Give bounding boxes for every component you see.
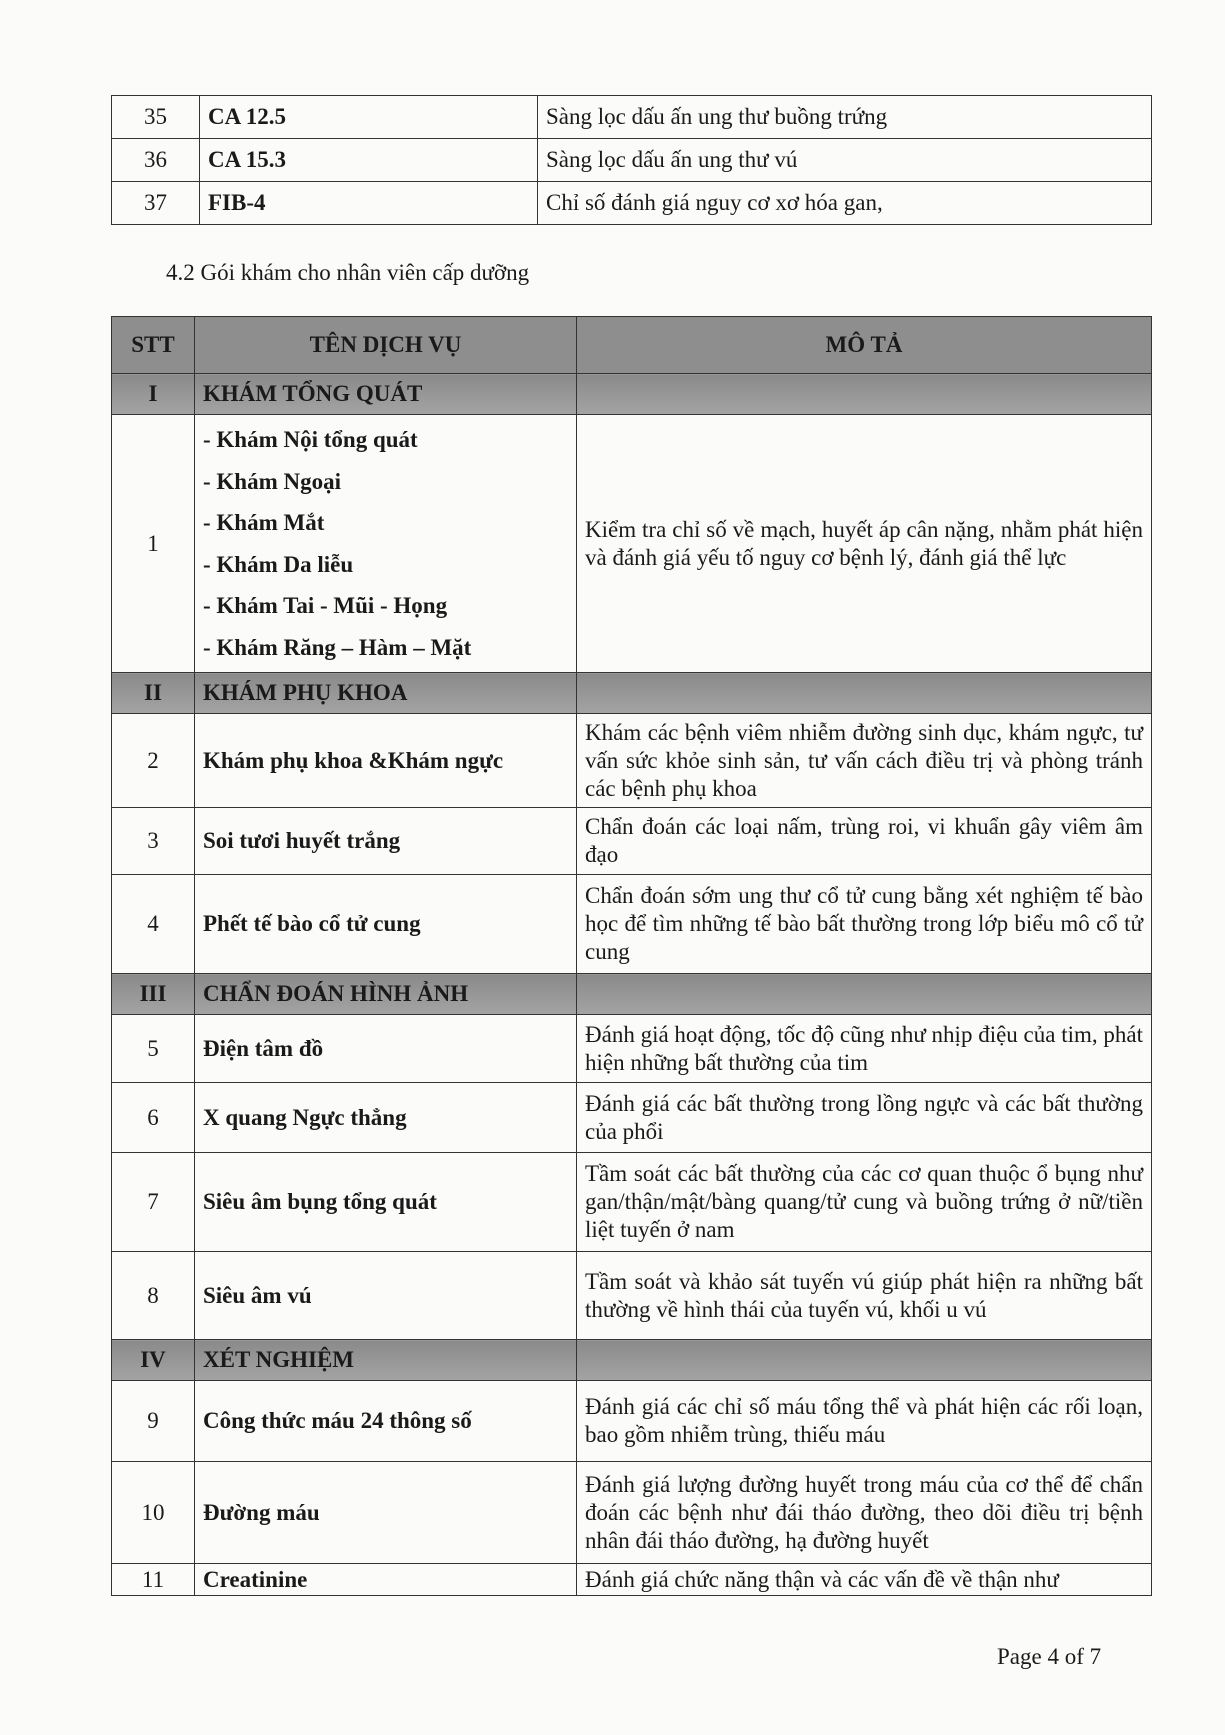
table-row bbox=[112, 875, 1152, 974]
row-number: 4 bbox=[112, 875, 195, 974]
table-row bbox=[112, 1153, 1152, 1252]
table-row bbox=[112, 714, 1152, 808]
section-blank bbox=[577, 673, 1152, 714]
service-description: Tầm soát và khảo sát tuyến vú giúp phát hiện ra những bất thường về hình thái của tuyến vú, khối u vú bbox=[577, 1252, 1152, 1340]
exam-list bbox=[203, 415, 568, 672]
service-description: Đánh giá chức năng thận và các vấn đề về thận như bbox=[577, 1564, 1152, 1596]
service-description: Tầm soát các bất thường của các cơ quan thuộc ổ bụng như gan/thận/mật/bàng quang/tử cung và buồng trứng ở nữ/tiền liệt tuyến ở nam bbox=[577, 1153, 1152, 1252]
service-description: Đánh giá các chỉ số máu tổng thể và phát hiện các rối loạn, bao gồm nhiễm trùng, thiếu máu bbox=[577, 1381, 1152, 1462]
section-row-lab-tests bbox=[112, 1340, 1152, 1381]
header-description: MÔ TẢ bbox=[577, 317, 1152, 374]
row-number: 2 bbox=[112, 714, 195, 808]
list-item: - Khám Tai - Mũi - Họng bbox=[203, 593, 448, 618]
list-item: - Khám Ngoại bbox=[203, 468, 341, 494]
header-stt: STT bbox=[112, 317, 195, 374]
table-row bbox=[112, 1015, 1152, 1083]
service-description: Đánh giá lượng đường huyết trong máu của cơ thể để chẩn đoán các bệnh như đái tháo đường, theo dõi điều trị bệnh nhân đái tháo đường, hạ đường huyết bbox=[577, 1462, 1152, 1564]
test-code: FIB-4 bbox=[200, 182, 538, 225]
section-row-imaging bbox=[112, 974, 1152, 1015]
test-code: CA 12.5 bbox=[200, 96, 538, 139]
table-row bbox=[112, 96, 1152, 139]
row-number: 11 bbox=[112, 1564, 195, 1596]
row-number: 3 bbox=[112, 808, 195, 875]
service-description: Đánh giá các bất thường trong lồng ngực và các bất thường của phổi bbox=[577, 1083, 1152, 1153]
section-blank bbox=[577, 974, 1152, 1015]
row-number: 7 bbox=[112, 1153, 195, 1252]
service-package-table bbox=[111, 316, 1152, 1596]
section-title: KHÁM PHỤ KHOA bbox=[195, 673, 577, 714]
previous-services-table bbox=[111, 95, 1152, 225]
row-number: 10 bbox=[112, 1462, 195, 1564]
section-number: II bbox=[112, 673, 195, 714]
test-code: CA 15.3 bbox=[200, 139, 538, 182]
table-row bbox=[112, 1381, 1152, 1462]
service-name: Creatinine bbox=[195, 1564, 577, 1596]
table-row bbox=[112, 139, 1152, 182]
row-number: 9 bbox=[112, 1381, 195, 1462]
service-description: Chẩn đoán sớm ung thư cổ tử cung bằng xét nghiệm tế bào học để tìm những tế bào bất thường trong lớp biểu mô cổ tử cung bbox=[577, 875, 1152, 974]
service-name: Siêu âm vú bbox=[195, 1252, 577, 1340]
table-row bbox=[112, 1564, 1152, 1596]
row-number: 35 bbox=[112, 96, 200, 139]
table-row bbox=[112, 1252, 1152, 1340]
service-description: Đánh giá hoạt động, tốc độ cũng như nhịp điệu của tim, phát hiện những bất thường của tim bbox=[577, 1015, 1152, 1083]
section-blank bbox=[577, 374, 1152, 415]
list-item: - Khám Nội tổng quát bbox=[203, 427, 418, 452]
test-description: Sàng lọc dấu ấn ung thư vú bbox=[538, 139, 1152, 182]
row-number: 37 bbox=[112, 182, 200, 225]
row-number: 5 bbox=[112, 1015, 195, 1083]
section-number: III bbox=[112, 974, 195, 1015]
page-number: Page 4 of 7 bbox=[997, 1644, 1102, 1669]
section-title: XÉT NGHIỆM bbox=[195, 1340, 577, 1381]
service-name: Công thức máu 24 thông số bbox=[195, 1381, 577, 1462]
table-row bbox=[112, 1462, 1152, 1564]
table-header-row bbox=[112, 317, 1152, 374]
list-item: - Khám Mắt bbox=[203, 510, 325, 535]
row-number: 8 bbox=[112, 1252, 195, 1340]
test-description: Chỉ số đánh giá nguy cơ xơ hóa gan, bbox=[538, 182, 1152, 225]
service-name: Soi tươi huyết trắng bbox=[195, 808, 577, 875]
section-blank bbox=[577, 1340, 1152, 1381]
section-heading: 4.2 Gói khám cho nhân viên cấp dưỡng bbox=[166, 260, 530, 285]
service-name: Siêu âm bụng tổng quát bbox=[195, 1153, 577, 1252]
table-row bbox=[112, 808, 1152, 875]
table-row bbox=[112, 182, 1152, 225]
row-number: 6 bbox=[112, 1083, 195, 1153]
row-number: 1 bbox=[112, 415, 195, 673]
row-number: 36 bbox=[112, 139, 200, 182]
section-title: KHÁM TỔNG QUÁT bbox=[195, 374, 577, 415]
section-row-general-exam bbox=[112, 374, 1152, 415]
service-description: Kiểm tra chỉ số về mạch, huyết áp cân nặng, nhằm phát hiện và đánh giá yếu tố nguy cơ bệnh lý, đánh giá thể lực bbox=[577, 415, 1152, 673]
exam-list-cell bbox=[195, 415, 577, 673]
service-name: Phết tế bào cổ tử cung bbox=[195, 875, 577, 974]
service-name: Điện tâm đồ bbox=[195, 1015, 577, 1083]
section-row-gynecology bbox=[112, 673, 1152, 714]
service-name: Khám phụ khoa &Khám ngực bbox=[195, 714, 577, 808]
test-description: Sàng lọc dấu ấn ung thư buồng trứng bbox=[538, 96, 1152, 139]
list-item: - Khám Da liễu bbox=[203, 551, 354, 577]
section-number: I bbox=[112, 374, 195, 415]
table-row bbox=[112, 1083, 1152, 1153]
header-service: TÊN DỊCH VỤ bbox=[195, 317, 577, 374]
service-name: X quang Ngực thẳng bbox=[195, 1083, 577, 1153]
service-description: Khám các bệnh viêm nhiễm đường sinh dục, khám ngực, tư vấn sức khỏe sinh sản, tư vấn cách điều trị và phòng tránh các bệnh phụ khoa bbox=[577, 714, 1152, 808]
list-item: - Khám Răng – Hàm – Mặt bbox=[203, 634, 472, 660]
section-number: IV bbox=[112, 1340, 195, 1381]
service-name: Đường máu bbox=[195, 1462, 577, 1564]
service-description: Chẩn đoán các loại nấm, trùng roi, vi khuẩn gây viêm âm đạo bbox=[577, 808, 1152, 875]
table-row bbox=[112, 415, 1152, 673]
section-title: CHẨN ĐOÁN HÌNH ẢNH bbox=[195, 974, 577, 1015]
